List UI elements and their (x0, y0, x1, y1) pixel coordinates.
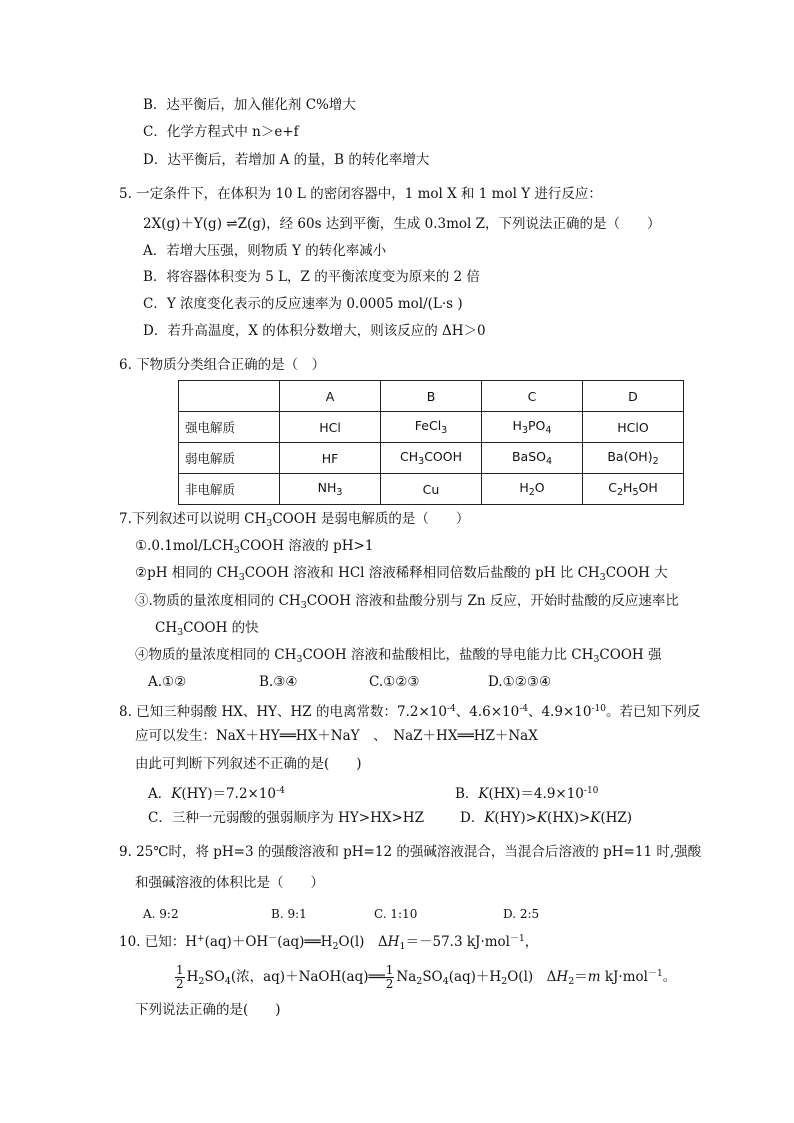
q9-option-d: D. 2:5 (503, 907, 540, 921)
q7-item-2: ②pH 相同的 $CH_3COOH$ 溶液和 HCl 溶液稀释相同倍数后盐酸的 pH 比 $CH_3COOH$ 大 (135, 565, 668, 583)
table-row (179, 412, 684, 443)
q7-option-c: C.①②③ (369, 674, 420, 690)
q9-stem-line1: 9. 25℃时，将 pH=3 的强酸溶液和 pH=12 的强碱溶液混合，当混合后溶液的 pH=11 时,强酸 (119, 844, 702, 860)
table-cell: FeCl$_3$ (381, 412, 482, 443)
table-cell: HClO (583, 412, 684, 443)
table-header-a: A (280, 381, 381, 412)
q7-item-3: ③.物质的量浓度相同的 $CH_3COOH$ 溶液和盐酸分别与 Zn 反应，开始时盐酸的反应速率比 (135, 593, 679, 611)
q8-stem-line3: 由此可判断下列叙述不正确的是( ) (135, 756, 362, 772)
q7-stem: 7.下列叙述可以说明 $CH_3COOH$ 是弱电解质的是（ ） (119, 511, 470, 529)
table-cell: Cu (381, 474, 482, 505)
q4-option-d: D．达平衡后，若增加 A 的量，B 的转化率增大 (143, 152, 430, 168)
q9-option-b: B. 9:1 (271, 907, 307, 921)
q9-stem-line2: 和强碱溶液的体积比是（ ） (135, 875, 324, 891)
q10-stem-line1: 10. 已知：$H^+(aq)+OH^-(aq)══H_2O(l)$ $\Delta H_1=-57.3$ kJ·mol$^{-1}$， (119, 934, 539, 952)
table-cell: $H_2O$ (482, 474, 583, 505)
q7-option-a: A.①② (148, 674, 187, 690)
table-header-b: B (381, 381, 482, 412)
table-row (179, 474, 684, 505)
q9-option-a: A. 9:2 (143, 907, 179, 921)
q7-item-1: $①.0.1mol/LCH_3COOH$ 溶液的 pH>1 (135, 538, 374, 556)
table-cell: BaSO$_4$ (482, 443, 583, 474)
q8-option-b: B．$K(HX)=4.9\times 10^{-10}$ (455, 786, 599, 802)
table-header-row (179, 381, 684, 412)
q7-option-d: D.①②③④ (488, 674, 552, 690)
q10-equation-2: $\frac{1}{2}$ $H_2SO_4$(浓，aq)＋NaOH(aq)══ $\frac{1}{2}$ $Na_2SO_4(aq)+H_2O(l)$ $\Delta H_2=m$ kJ·mol$^{-1}$。 (176, 963, 677, 991)
table-cell: HF (280, 443, 381, 474)
row-label-weak: 弱电解质 (179, 443, 280, 474)
q5-stem-line2: 2X(g)＋Y(g) ⇌Z(g)，经 60s 达到平衡，生成 0.3mol Z，下列说法正确的是（ ） (143, 216, 661, 232)
table-header-d: D (583, 381, 684, 412)
q8-stem-line2: 应可以发生：NaX＋HY══HX＋NaY 、 NaZ＋HX══HZ＋NaX (135, 728, 538, 744)
q8-option-c: C．三种一元弱酸的强弱顺序为 HY>HX>HZ (148, 810, 424, 826)
q5-option-d: D．若升高温度，X 的体积分数增大，则该反应的 ΔH＞0 (143, 323, 486, 339)
q8-option-d: D．K(HY)>K(HX)>K(HZ) (460, 810, 633, 826)
table-cell: $CH_3COOH$ (381, 443, 482, 474)
table-cell: $Ba(OH)_2$ (583, 443, 684, 474)
q7-option-b: B.③④ (259, 674, 298, 690)
q9-option-c: C. 1:10 (374, 907, 418, 921)
table-row (179, 443, 684, 474)
q7-item-3-cont: $CH_3COOH$ 的快 (155, 620, 259, 638)
q7-item-4: ④物质的量浓度相同的 $CH_3COOH$ 溶液和盐酸相比，盐酸的导电能力比 $CH_3COOH$ 强 (135, 647, 662, 665)
q5-stem-line1: 5. 一定条件下，在体积为 10 L 的密闭容器中，1 mol X 和 1 mol Y 进行反应： (119, 186, 602, 202)
table-cell: $C_2H_5OH$ (583, 474, 684, 505)
q6-stem: 6. 下物质分类组合正确的是（ ） (119, 357, 326, 373)
q5-option-a: A．若增大压强，则物质 Y 的转化率减小 (143, 243, 387, 259)
table-cell: HCl (280, 412, 381, 443)
q10-stem-end: 下列说法正确的是( ) (135, 1002, 281, 1018)
q8-stem-line1: 8. 已知三种弱酸 HX、HY、HZ 的电离常数：$7.2\times 10^{-4}$、$4.6\times 10^{-4}$、$4.9\times 10^{-10}$。若已知下列反 (119, 704, 701, 720)
classification-table (178, 380, 684, 505)
table-header-c: C (482, 381, 583, 412)
q5-option-c: C．Y 浓度变化表示的反应速率为 0.0005 mol/(L·s ) (143, 296, 463, 312)
row-label-non: 非电解质 (179, 474, 280, 505)
q4-option-c: C．化学方程式中 n＞e+f (143, 124, 299, 140)
table-cell: $NH_3$ (280, 474, 381, 505)
fraction-half: $\frac{1}{2}$ (385, 963, 394, 991)
q8-option-a: A．$K(HY)=7.2\times 10^{-4}$ (148, 786, 285, 802)
table-cell: $H_3PO_4$ (482, 412, 583, 443)
fraction-half: $\frac{1}{2}$ (176, 963, 184, 991)
row-label-strong: 强电解质 (179, 412, 280, 443)
table-corner-cell (179, 381, 280, 412)
q5-option-b: B．将容器体积变为 5 L，Z 的平衡浓度变为原来的 2 倍 (143, 269, 480, 285)
q4-option-b: B．达平衡后，加入催化剂 C%增大 (143, 97, 356, 113)
